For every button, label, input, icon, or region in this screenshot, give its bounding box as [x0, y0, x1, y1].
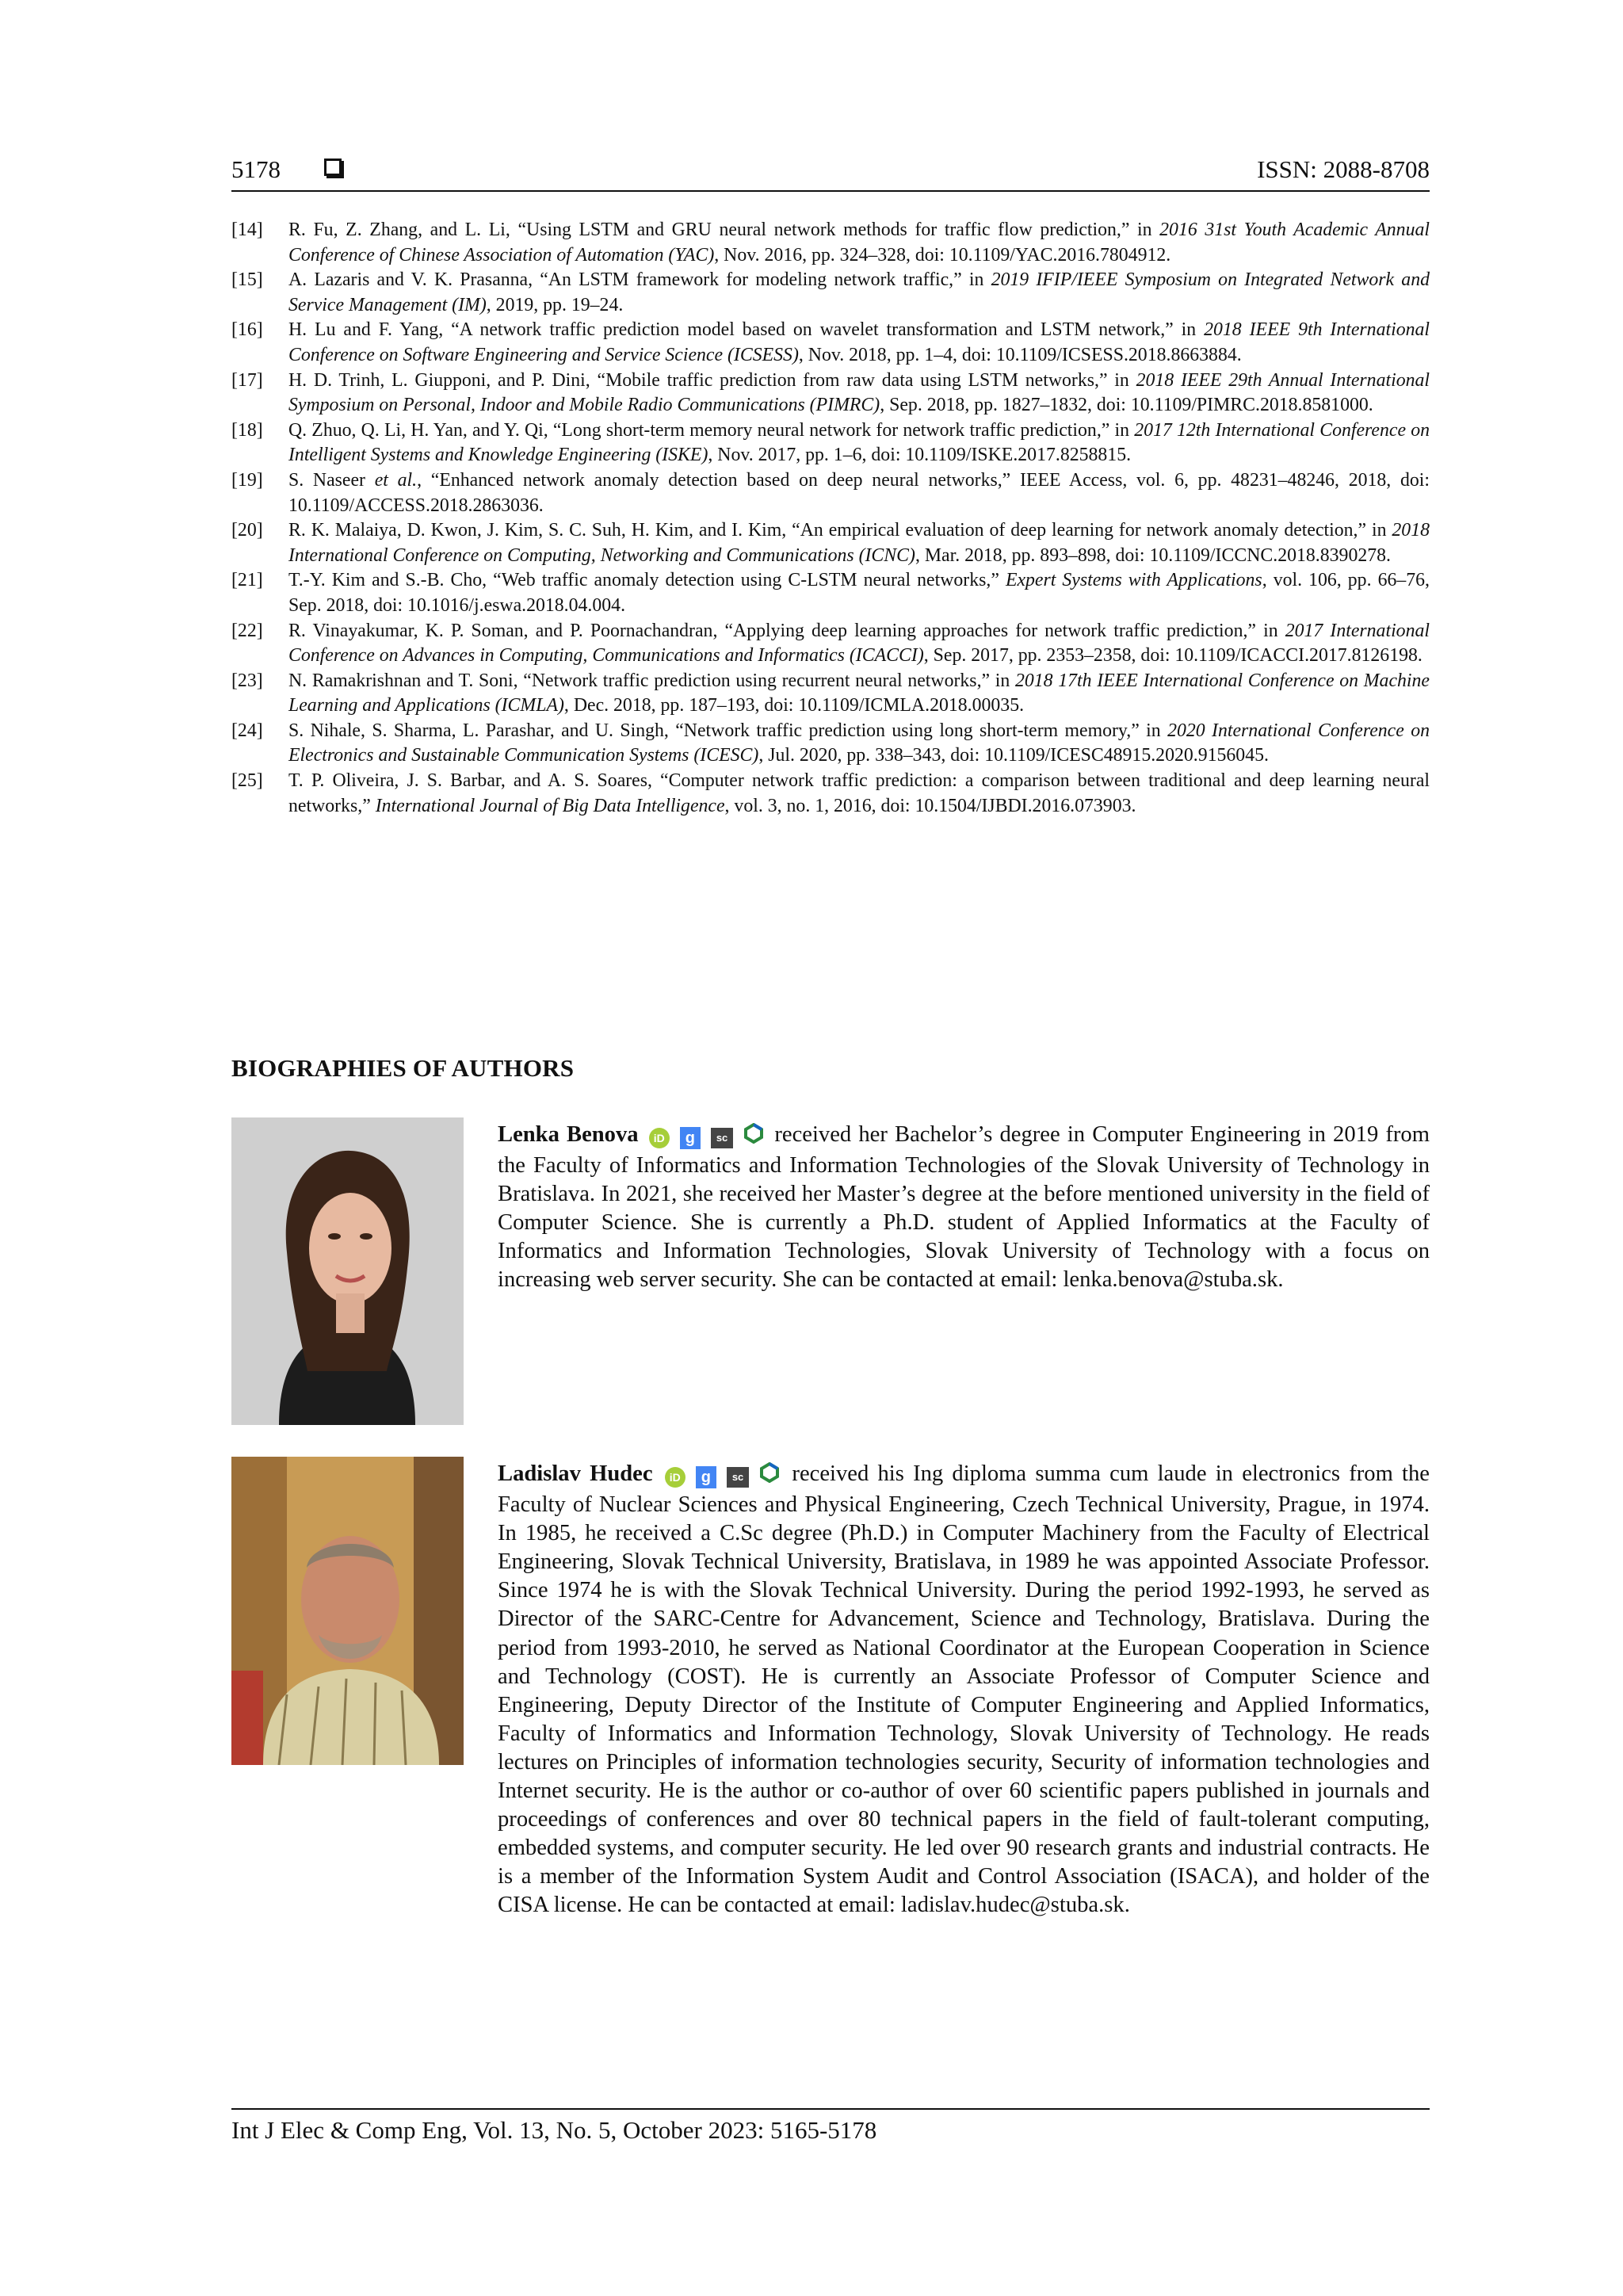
reference-number: [23] [231, 670, 263, 691]
reference-number: [22] [231, 620, 263, 641]
profile-icons [665, 1462, 780, 1491]
square-bullet-icon [324, 159, 342, 176]
reference-number: [14] [231, 220, 263, 240]
reference-text: S. Naseer et al., “Enhanced network anomaly detection based on deep neural networks,” IEEE Access, vol. 6, pp. 48231–48246, 2018, doi: 10.1109/ACCESS.2018.2863036. [288, 469, 1430, 516]
footer-divider [231, 2108, 1430, 2110]
reference-text: R. Fu, Z. Zhang, and L. Li, “Using LSTM and GRU neural network methods for traffic flow prediction,” in 2016 31st Youth Academic Annual Conference of Chinese Association of Automation (YAC), Nov. 2016, pp. 324–328, doi: 10.1109/YAC.2016.7804912. [288, 220, 1430, 266]
reference-item [231, 218, 1430, 268]
reference-text: T.-Y. Kim and S.-B. Cho, “Web traffic anomaly detection using C-LSTM neural networks,” Expert Systems with Applications, vol. 106, pp. 66–76, Sep. 2018, doi: 10.1016/j.eswa.2018.04.004. [288, 570, 1430, 616]
orcid-icon[interactable]: iD [649, 1128, 670, 1148]
footer-citation: Int J Elec & Comp Eng, Vol. 13, No. 5, October 2023: 5165-5178 [231, 2116, 877, 2144]
reference-number: [19] [231, 469, 263, 491]
author-name: Ladislav Hudec [498, 1461, 653, 1486]
reference-text: N. Ramakrishnan and T. Soni, “Network traffic prediction using recurrent neural networks,” in 2018 17th IEEE International Conference on Machine Learning and Applications (ICMLA), Dec. 2018, pp. 187–193, doi: 10.1109/ICMLA.2018.00035. [288, 670, 1430, 716]
author-bio-text: received his Ing diploma summa cum laude in electronics from the Faculty of Nuclear Sciences and Physical Engineering, Czech Technical University, Prague, in 1974. In 1985, he received a C.Sc degree (Ph.D.) in Computer Machinery from the Faculty of Electrical Engineering, Slovak Technical University, Bratislava, in 1989 he was appointed Associate Professor. Since 1974 he is with the Slovak Technical University. During the period 1992-1993, he served as Director of the SARC-Centre for Advancement, Science and Technology, Bratislava. During the period from 1993-2010, he served as National Coordinator at the European Cooperation in Science and Technology (COST). He is currently an Associate Professor of Computer Science and Engineering, Deputy Director of the Institute of Computer Engineering and Applied Informatics, Faculty of Informatics and Information Technology, Slovak University of Technology. He reads lectures on Principles of information technologies security, Security of information technologies and Internet security. He is the author or co-author of over 60 scientific papers published in journals and proceedings of conferences and over 80 technical papers in the field of fault-tolerant computing, embedded systems, and computer security. He led over 90 research grants and industrial contracts. He is a member of the Information System Audit and Control Association (ISACA), and holder of the CISA license. He can be contacted at email: ladislav.hudec@stuba.sk. [498, 1461, 1430, 1918]
reference-item [231, 268, 1430, 318]
reference-item [231, 769, 1430, 819]
reference-text: S. Nihale, S. Sharma, L. Parashar, and U. Singh, “Network traffic prediction using long short-term memory,” in 2020 International Conference on Electronics and Sustainable Communication Systems (ICESC), Jul. 2020, pp. 338–343, doi: 10.1109/ICESC48915.2020.9156045. [288, 720, 1430, 766]
reference-number: [20] [231, 520, 263, 541]
reference-number: [21] [231, 570, 263, 591]
page-header [231, 155, 1430, 187]
page-number: 5178 [231, 155, 281, 183]
reference-number: [16] [231, 319, 263, 341]
scopus-icon[interactable]: sc [711, 1128, 733, 1148]
orcid-icon[interactable]: iD [665, 1467, 685, 1488]
reference-number: [17] [231, 369, 263, 391]
scopus-icon[interactable]: sc [727, 1467, 749, 1488]
author-name: Lenka Benova [498, 1122, 639, 1147]
reference-text: Q. Zhuo, Q. Li, H. Yan, and Y. Qi, “Long short-term memory neural network for network traffic prediction,” in 2017 12th International Conference on Intelligent Systems and Knowledge Engineering (ISKE), Nov. 2017, pp. 1–6, doi: 10.1109/ISKE.2017.8258815. [288, 419, 1430, 466]
google-scholar-icon[interactable]: g [696, 1466, 716, 1488]
reference-list [231, 218, 1430, 819]
reference-text: H. D. Trinh, L. Giupponi, and P. Dini, “Mobile traffic prediction from raw data using LSTM networks,” in 2018 IEEE 29th Annual International Symposium on Personal, Indoor and Mobile Radio Communications (PIMRC), Sep. 2018, pp. 1827–1832, doi: 10.1109/PIMRC.2018.8581000. [288, 369, 1430, 416]
reference-item [231, 568, 1430, 618]
reference-text: R. Vinayakumar, K. P. Soman, and P. Poornachandran, “Applying deep learning approaches for network traffic prediction,” in 2017 International Conference on Advances in Computing, Communications and Informatics (ICACCI), Sep. 2017, pp. 2353–2358, doi: 10.1109/ICACCI.2017.8126198. [288, 620, 1430, 667]
biography-ladislav-hudec [498, 1460, 1430, 1920]
reference-item [231, 369, 1430, 418]
portrait-illustration [231, 1457, 464, 1765]
author-bio-text: received her Bachelor’s degree in Computer Engineering in 2019 from the Faculty of Informatics and Information Technologies of the Slovak University of Technology in Bratislava. In 2021, she received her Master’s degree at the before mentioned university in the field of Computer Science. She is currently a Ph.D. student of Applied Informatics at the Faculty of Informatics and Information Technologies, Slovak University of Technology with a focus on increasing web server security. She can be contacted at email: lenka.benova@stuba.sk. [498, 1122, 1430, 1293]
biographies-heading: BIOGRAPHIES OF AUTHORS [231, 1054, 575, 1082]
author-photo-lenka-benova [231, 1117, 464, 1425]
reference-item [231, 669, 1430, 719]
google-scholar-icon[interactable]: g [680, 1127, 701, 1149]
reference-number: [25] [231, 770, 263, 792]
biography-lenka-benova [498, 1121, 1430, 1295]
reference-item [231, 468, 1430, 518]
author-photo-ladislav-hudec [231, 1457, 464, 1765]
header-divider [231, 190, 1430, 192]
reference-number: [24] [231, 720, 263, 741]
reference-number: [18] [231, 419, 263, 441]
reference-text: A. Lazaris and V. K. Prasanna, “An LSTM framework for modeling network traffic,” in 2019 IFIP/IEEE Symposium on Integrated Network and Service Management (IM), 2019, pp. 19–24. [288, 269, 1430, 315]
reference-item [231, 719, 1430, 769]
reference-text: R. K. Malaiya, D. Kwon, J. Kim, S. C. Suh, H. Kim, and I. Kim, “An empirical evaluation of deep learning for network anomaly detection,” in 2018 International Conference on Computing, Networking and Communications (ICNC), Mar. 2018, pp. 893–898, doi: 10.1109/ICCNC.2018.8390278. [288, 520, 1430, 566]
reference-item [231, 518, 1430, 568]
publons-icon[interactable] [743, 1123, 764, 1144]
portrait-illustration [231, 1117, 464, 1425]
publons-icon[interactable] [759, 1462, 780, 1483]
reference-text: H. Lu and F. Yang, “A network traffic prediction model based on wavelet transformation and LSTM network,” in 2018 IEEE 9th International Conference on Software Engineering and Service Science (ICSESS), Nov. 2018, pp. 1–4, doi: 10.1109/ICSESS.2018.8663884. [288, 319, 1430, 365]
reference-text: T. P. Oliveira, J. S. Barbar, and A. S. Soares, “Computer network traffic prediction: a comparison between traditional and deep learning neural networks,” International Journal of Big Data Intelligence, vol. 3, no. 1, 2016, doi: 10.1504/IJBDI.2016.073903. [288, 770, 1430, 816]
reference-number: [15] [231, 269, 263, 291]
reference-item [231, 619, 1430, 669]
profile-icons [649, 1123, 764, 1152]
reference-item [231, 418, 1430, 468]
issn: ISSN: 2088-8708 [1257, 155, 1430, 183]
reference-item [231, 318, 1430, 368]
